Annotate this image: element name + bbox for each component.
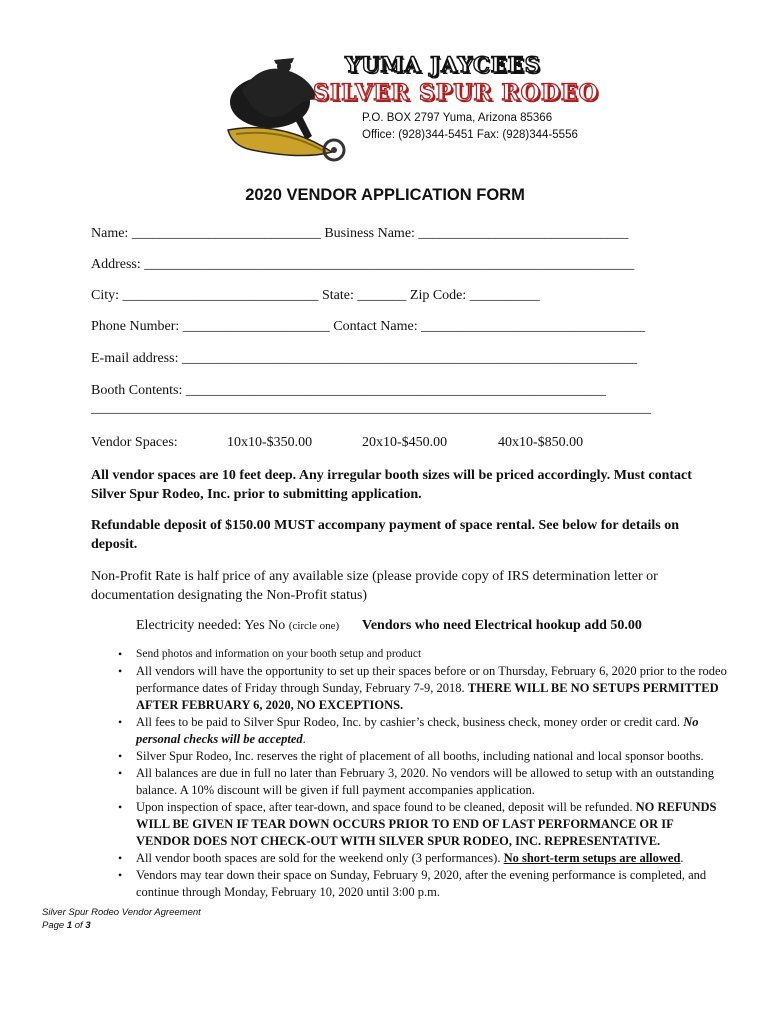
booth-contents-line-2[interactable]: ________________________________________________________________________________ [91, 401, 651, 416]
footer-page-number: Page 1 of 3 [42, 920, 91, 931]
list-item: • All balances are due in full no later than February 3, 2020. No vendors will be allowed to setup with an outstanding balance. A 10% discount will be given if full payment accompanies application. [118, 766, 714, 797]
space-option-10x10[interactable]: 10x10-$350.00 [227, 435, 313, 450]
electrical-hookup-fee: Vendors who need Electrical hookup add 50.00 [362, 618, 642, 633]
space-option-40x10[interactable]: 40x10-$850.00 [498, 435, 584, 450]
name-field-line[interactable]: Name: ___________________________ Business Name: ______________________________ [91, 226, 629, 241]
mailing-address: P.O. BOX 2797 Yuma, Arizona 85366 [362, 112, 553, 124]
list-item: • All fees to be paid to Silver Spur Rodeo, Inc. by cashier’s check, business check, money order or credit card. No personal checks will be accepted. [118, 715, 699, 746]
nonprofit-notice: Non-Profit Rate is half price of any available size (please provide copy of IRS determination letter or documentation designating the Non-Profit status) [91, 569, 658, 603]
city-state-zip-line[interactable]: City: ____________________________ State: _______ Zip Code: __________ [91, 288, 540, 303]
bullet-icon: • [118, 851, 123, 865]
circle-one-hint: (circle one) [288, 620, 340, 632]
rodeo-logo-illustration [222, 50, 352, 168]
organization-name: YUMA JAYCEES [345, 52, 541, 77]
email-field-line[interactable]: E-mail address: _________________________________________________________________ [91, 351, 637, 366]
vendor-spaces-label: Vendor Spaces: [91, 435, 178, 450]
bullet-icon: • [118, 766, 123, 780]
bullet-icon: • [118, 647, 123, 661]
space-option-20x10[interactable]: 20x10-$450.00 [362, 435, 448, 450]
bullet-icon: • [118, 715, 123, 729]
list-item: • Vendors may tear down their space on Sunday, February 9, 2020, after the evening performance is completed, and continue through Monday, February 10, 2020 until 3:00 p.m. [118, 868, 707, 899]
bullet-icon: • [118, 664, 123, 678]
event-name: SILVER SPUR RODEO [313, 80, 599, 106]
contact-numbers: Office: (928)344-5451 Fax: (928)344-5556 [362, 129, 578, 141]
list-item: • Send photos and information on your booth setup and product [118, 647, 422, 661]
address-field-line[interactable]: Address: ______________________________________________________________________ [91, 257, 635, 272]
deposit-notice: Refundable deposit of $150.00 MUST accompany payment of space rental. See below for details on deposit. [91, 518, 679, 552]
phone-contact-line[interactable]: Phone Number: _____________________ Contact Name: ________________________________ [91, 319, 646, 334]
bullet-icon: • [118, 800, 123, 814]
form-title: 2020 VENDOR APPLICATION FORM [245, 186, 525, 204]
list-item: • All vendors will have the opportunity to set up their spaces before or on Thursday, February 6, 2020 prior to the rodeo performance dates of Friday through Sunday, February 7-9, 2018. THERE WILL BE NO SETUPS PERMITTED AFTER FEBRUARY 6, 2020, NO EXCEPTIONS. [118, 664, 727, 712]
list-item: • All vendor booth spaces are sold for the weekend only (3 performances). No short-term setups are allowed. [118, 851, 684, 865]
electricity-question-text: Electricity needed: Yes No [136, 618, 286, 633]
bullet-icon: • [118, 749, 123, 763]
list-item: • Upon inspection of space, after tear-down, and space found to be cleaned, deposit will be refunded. NO REFUNDS WILL BE GIVEN IF TEAR DOWN OCCURS PRIOR TO END OF LAST PERFORMANCE OR IF VENDOR DOES NOT CHECK-OUT WITH SILVER SPUR RODEO, INC. REPRESENTATIVE. [118, 800, 717, 848]
terms-list [118, 646, 730, 901]
bullet-icon: • [118, 868, 123, 882]
footer-document-name: Silver Spur Rodeo Vendor Agreement [42, 907, 201, 918]
list-item: • Silver Spur Rodeo, Inc. reserves the right of placement of all booths, including national and local sponsor booths. [118, 749, 704, 763]
space-depth-notice: All vendor spaces are 10 feet deep. Any irregular booth sizes will be priced accordingly. Must contact Silver Spur Rodeo, Inc. prior to submitting application. [91, 468, 692, 502]
electricity-question[interactable] [136, 618, 339, 634]
booth-contents-line[interactable]: Booth Contents: ____________________________________________________________ [91, 383, 606, 398]
